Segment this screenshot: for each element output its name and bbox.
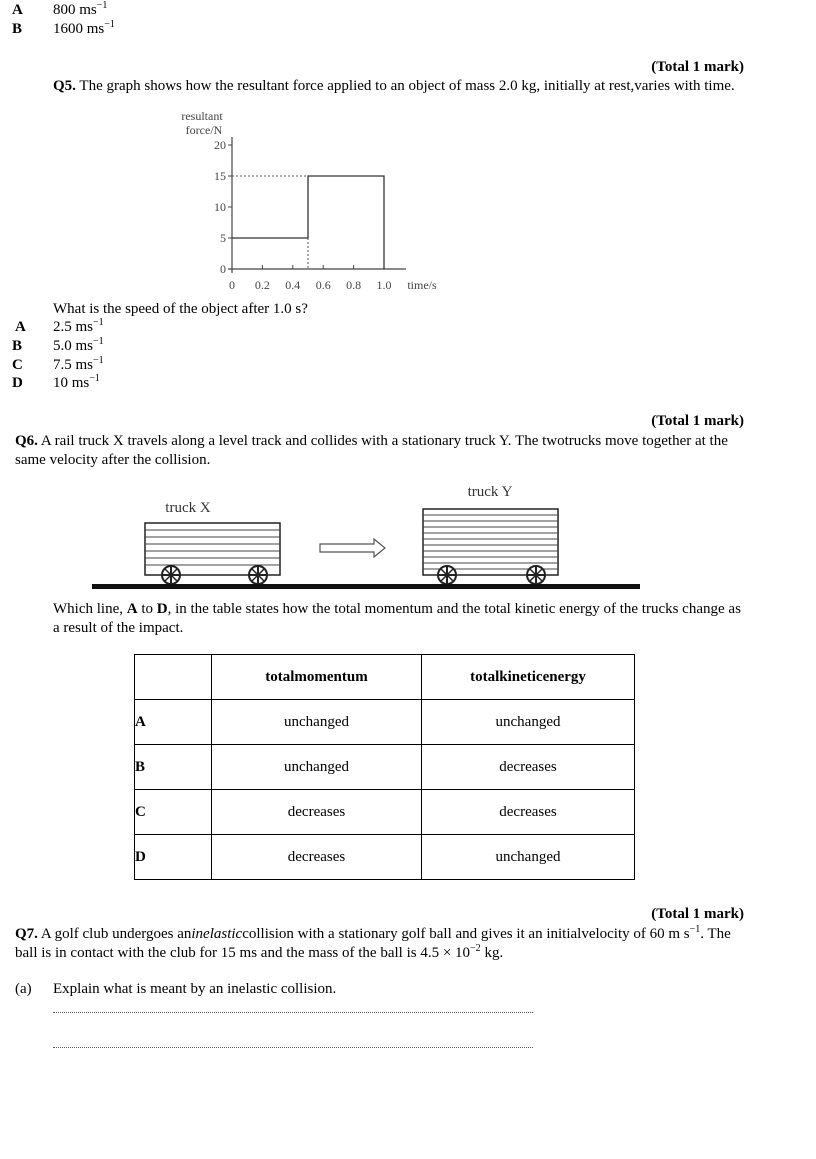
y-tick-label: 15 xyxy=(214,169,226,183)
row-kinetic: decreases xyxy=(422,790,635,835)
q5-option-c-value: 7.5 $ms^{-1}$ xyxy=(53,355,104,373)
table-header-kinetic: totalkineticenergy xyxy=(422,655,635,700)
q5-option-d-letter: D xyxy=(12,375,23,391)
y-axis-label-unit: force/N xyxy=(185,123,223,137)
y-tick-label: 20 xyxy=(214,138,226,152)
trucks-diagram xyxy=(80,478,650,596)
truck-x-label: truck X xyxy=(165,500,211,516)
q5-option-d-value: 10 $ms^{-1}$ xyxy=(53,373,100,391)
table-row xyxy=(135,790,635,835)
truck-y-label: truck Y xyxy=(467,484,513,500)
q7-part-a-text: Explain what is meant by an inelastic collision. xyxy=(53,981,337,997)
table-header-blank xyxy=(135,655,212,700)
row-momentum: unchanged xyxy=(212,745,422,790)
truck-x-wheel-right xyxy=(249,566,267,584)
table-row xyxy=(135,835,635,880)
x-tick-label: 0 xyxy=(229,278,235,292)
table-row xyxy=(135,745,635,790)
q6-answer-table xyxy=(134,654,635,880)
row-kinetic: decreases xyxy=(422,745,635,790)
truck-x xyxy=(145,523,280,584)
q5-option-c-letter: C xyxy=(12,357,23,373)
q5-total-mark: (Total 1 mark) xyxy=(651,413,744,429)
x-tick-label: 0.4 xyxy=(285,278,301,292)
q6-total-mark: (Total 1 mark) xyxy=(651,906,744,922)
q6-number: Q6. xyxy=(15,433,38,449)
table-header-row xyxy=(135,655,635,700)
x-tick-label: 0.6 xyxy=(315,278,331,292)
y-tick-label: 0 xyxy=(220,262,226,276)
truck-x-wheel-left xyxy=(162,566,180,584)
row-letter: A xyxy=(135,700,212,745)
q5-number: Q5. xyxy=(53,78,76,94)
q5-question: What is the speed of the object after 1.0 s? xyxy=(53,301,308,317)
x-tick-label: 1.0 xyxy=(376,278,392,292)
q7-text: Q7. A golf club undergoes aninelasticcollision with a stationary golf ball and gives it an initialvelocity of 60 m $s^{-1}$. The ball is in contact with the club for 15 ms and the mass of the ball is $4.5 \times 10^{-2}$ kg. xyxy=(15,924,731,961)
q6-text: Q6. A rail truck X travels along a level track and collides with a stationary truck Y. The twotrucks move together at the same velocity after the collision. xyxy=(15,433,728,468)
q5-option-a-value: 2.5 $ms^{-1}$ xyxy=(53,317,104,335)
q6-question: Which line, A to D, in the table states how the total momentum and the total kinetic energy of the trucks change as a result of the impact. xyxy=(53,601,741,636)
y-tick-label: 10 xyxy=(214,200,226,214)
motion-arrow-icon xyxy=(320,539,385,557)
rail-track xyxy=(92,584,640,589)
y-tick-label: 5 xyxy=(220,231,226,245)
table-row xyxy=(135,700,635,745)
x-tick-label: 0.2 xyxy=(254,278,270,292)
truck-y-wheel-right xyxy=(527,566,545,584)
x-tick-label: 0.8 xyxy=(346,278,362,292)
row-kinetic: unchanged xyxy=(422,835,635,880)
truck-y-wheel-left xyxy=(438,566,456,584)
y-axis-label: resultant xyxy=(181,109,223,123)
q7-part-a-label: (a) xyxy=(15,981,32,997)
x-axis-label: time/s xyxy=(407,278,437,292)
truck-y xyxy=(423,509,558,584)
q4-option-b-value: 1600 $ms^{-1}$ xyxy=(53,19,115,37)
row-letter: D xyxy=(135,835,212,880)
row-letter: B xyxy=(135,745,212,790)
q4-option-a-letter: A xyxy=(12,2,23,18)
row-kinetic: unchanged xyxy=(422,700,635,745)
row-momentum: decreases xyxy=(212,790,422,835)
force-time-graph xyxy=(170,108,460,298)
row-momentum: unchanged xyxy=(212,700,422,745)
row-momentum: decreases xyxy=(212,835,422,880)
q4-option-b-letter: B xyxy=(12,21,23,37)
q5-option-b-value: 5.0 $ms^{-1}$ xyxy=(53,336,104,354)
q5-text: Q5. The graph shows how the resultant force applied to an object of mass 2.0 kg, initially at rest,varies with time. xyxy=(53,78,735,94)
q7-number: Q7. xyxy=(15,926,38,942)
q4-option-a-value: 800 $ms^{-1}$ xyxy=(53,0,108,18)
table-header-momentum: totalmomentum xyxy=(212,655,422,700)
row-letter: C xyxy=(135,790,212,835)
q5-option-b-letter: B xyxy=(12,338,23,354)
q4-total-mark: (Total 1 mark) xyxy=(651,59,744,75)
q5-option-a-letter: A xyxy=(15,319,26,335)
answer-line-1[interactable] xyxy=(53,1012,533,1013)
answer-line-2[interactable] xyxy=(53,1047,533,1048)
